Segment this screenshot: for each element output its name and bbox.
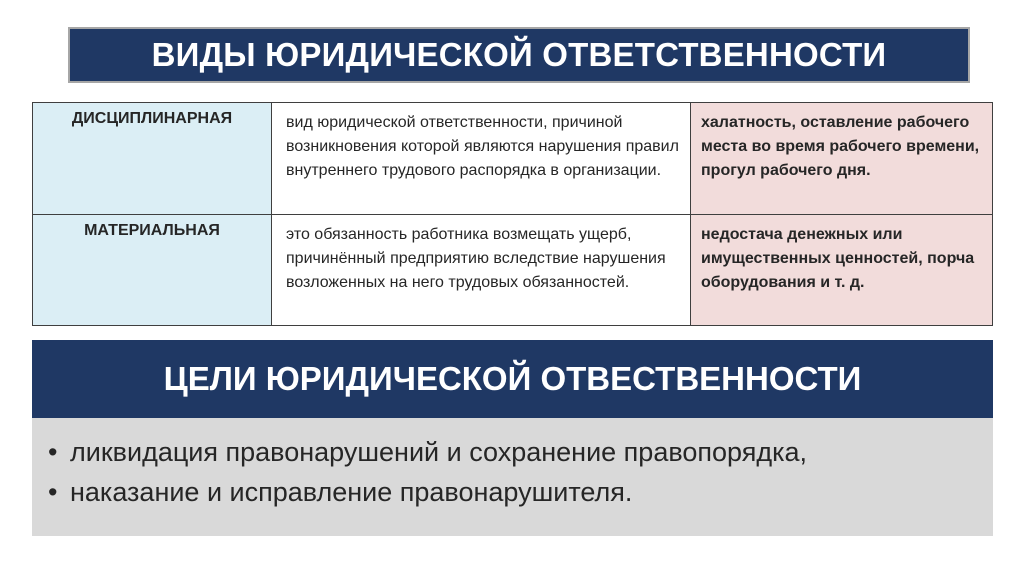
goals-title: ЦЕЛИ ЮРИДИЧЕСКОЙ ОТВЕСТВЕННОСТИ (163, 360, 862, 397)
bullet-icon: • (48, 477, 58, 507)
goals-list-panel (32, 418, 993, 536)
page-title: ВИДЫ ЮРИДИЧЕСКОЙ ОТВЕТСТВЕННОСТИ (151, 36, 887, 73)
list-item (48, 472, 993, 512)
type-definition-cell: это обязанность работника возмещать ущерб, причинённый предприятию вследствие нарушения возложенных на него трудовых обязанностей. (272, 215, 691, 326)
goal-text: наказание и исправление правонарушителя. (70, 477, 633, 507)
list-item (48, 432, 993, 472)
goal-text: ликвидация правонарушений и сохранение правопорядка, (70, 437, 808, 467)
responsibility-types-table (32, 102, 993, 326)
table-row (33, 215, 993, 326)
title-banner (68, 27, 970, 83)
goals-banner (32, 340, 993, 418)
type-definition-cell: вид юридической ответственности, причиной возникновения которой являются нарушения правил внутреннего трудового распорядка в организации. (272, 103, 691, 215)
type-name-cell: ДИСЦИПЛИНАРНАЯ (33, 103, 272, 215)
goals-list (32, 418, 993, 512)
type-name-cell: МАТЕРИАЛЬНАЯ (33, 215, 272, 326)
table-row (33, 103, 993, 215)
type-examples-cell: халатность, оставление рабочего места во время рабочего времени, прогул рабочего дня. (691, 103, 993, 215)
bullet-icon: • (48, 437, 58, 467)
type-examples-cell: недостача денежных или имущественных ценностей, порча оборудования и т. д. (691, 215, 993, 326)
